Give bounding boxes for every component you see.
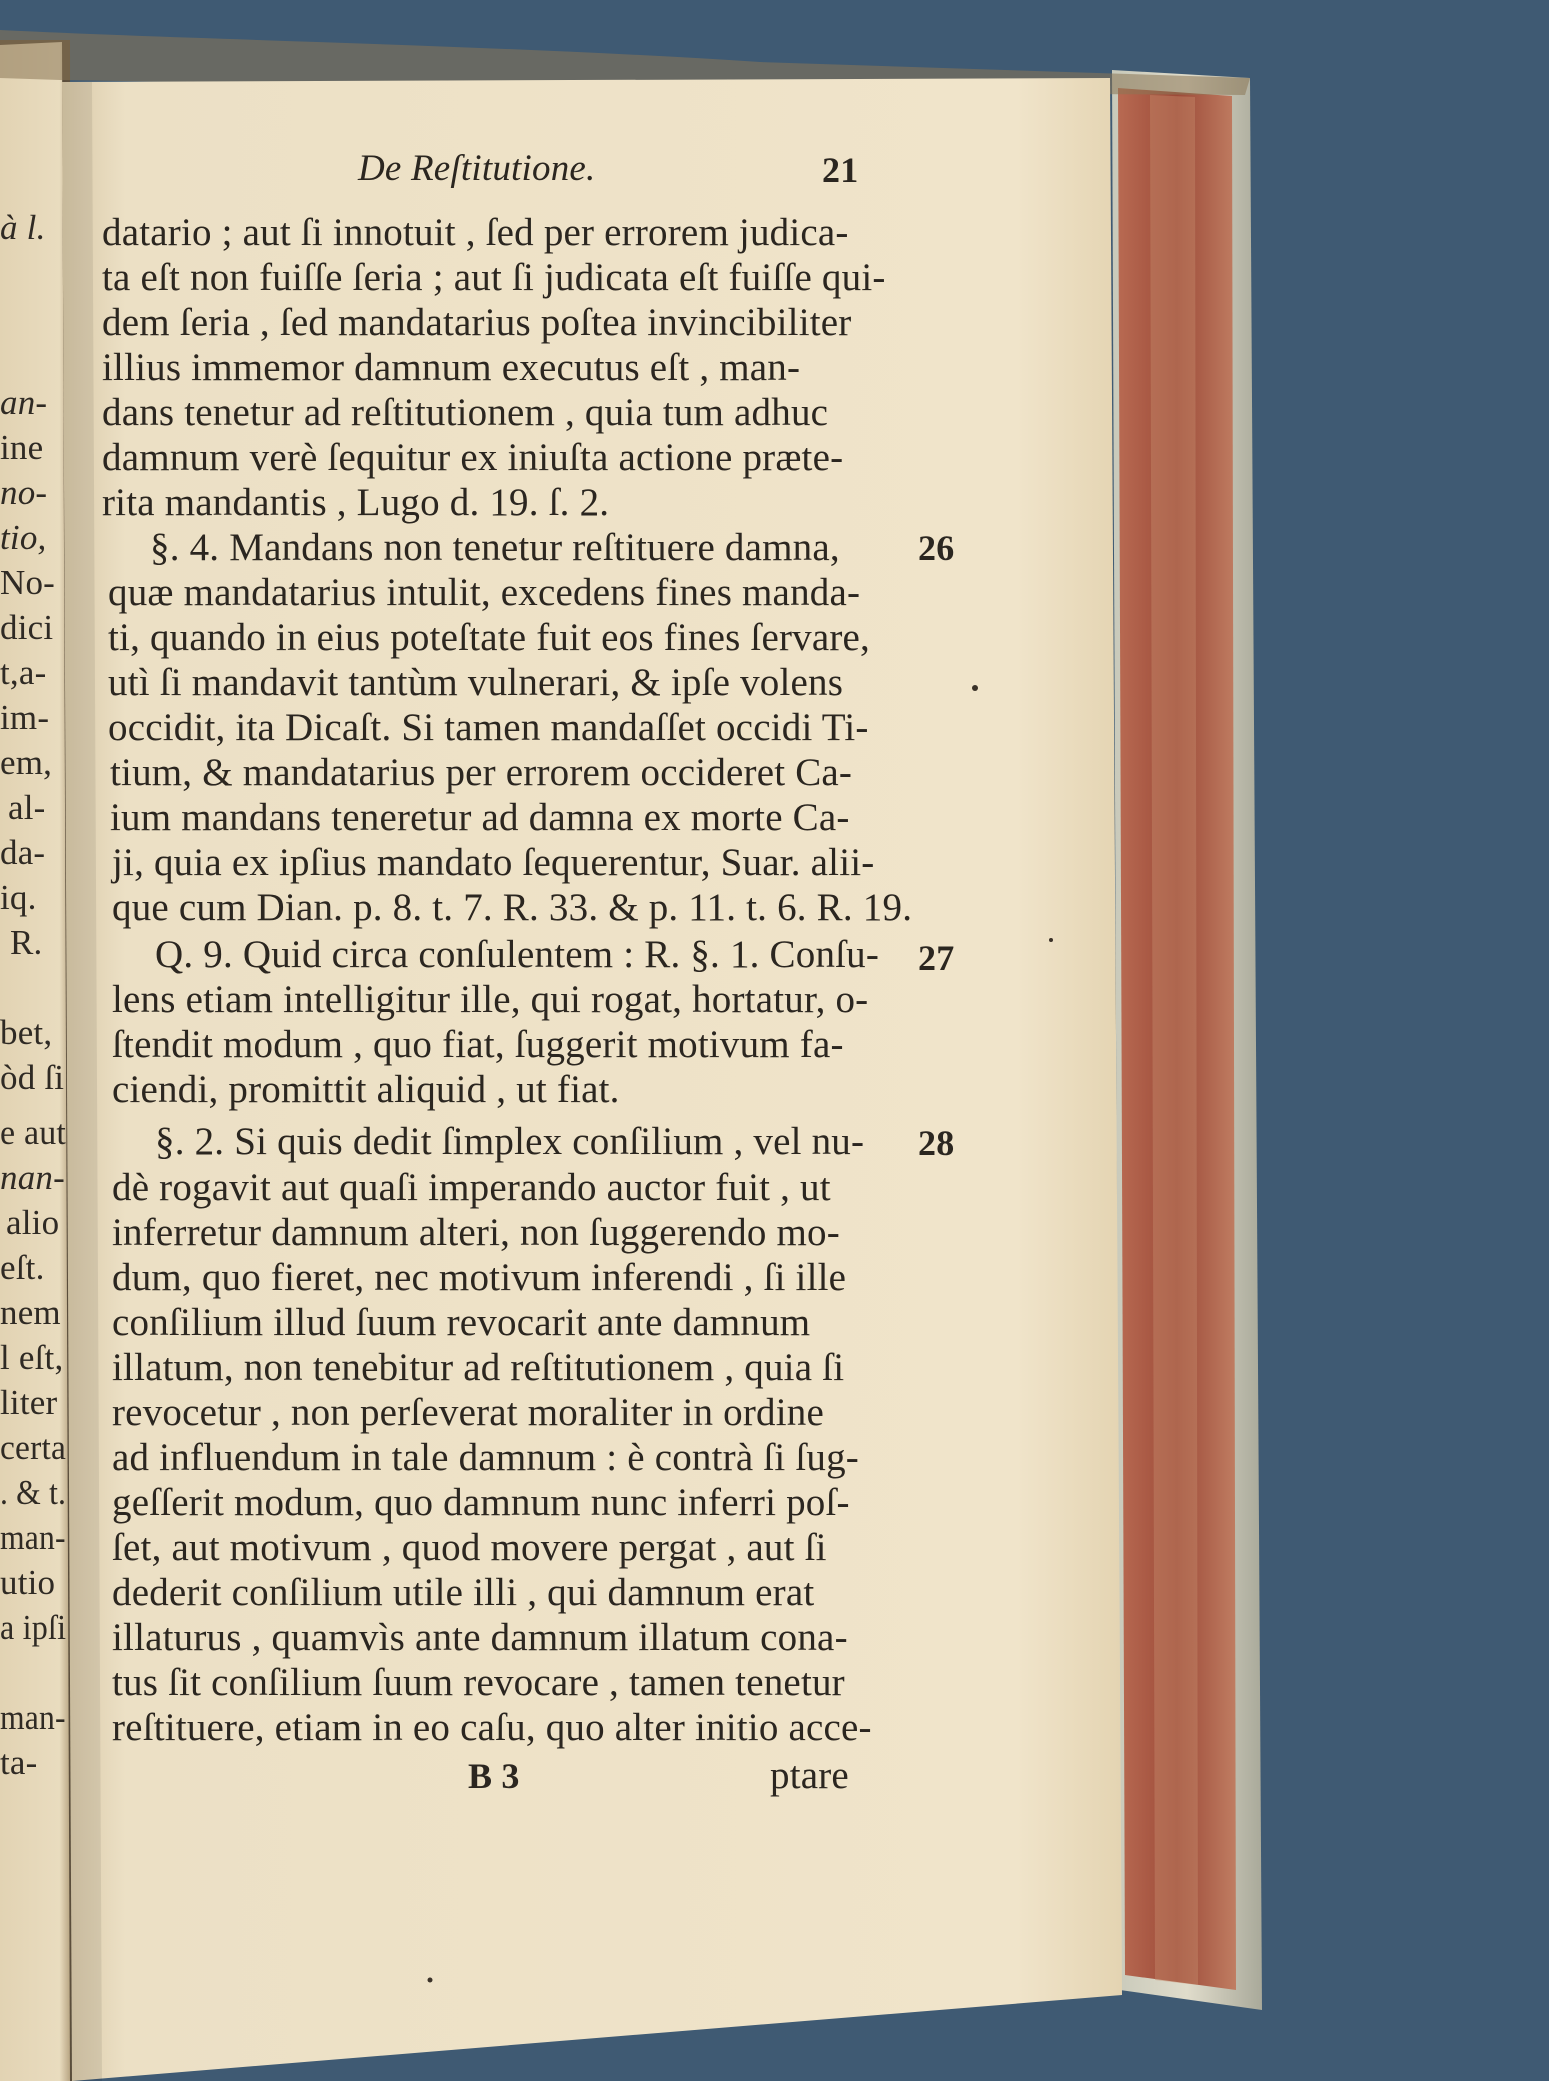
text-line: ad influendum in tale damnum : è contrà ſi ſug- bbox=[112, 1436, 859, 1479]
facing-page-fragment: bet, bbox=[0, 1013, 53, 1052]
facing-page-fragment: utio bbox=[0, 1563, 56, 1602]
text-line: dè rogavit aut quaſi imperando auctor fuit , ut bbox=[112, 1166, 831, 1209]
text-line: §. 2. Si quis dedit ſimplex conſilium , vel nu- bbox=[155, 1120, 865, 1163]
facing-page-fragment: im- bbox=[0, 698, 50, 737]
text-line: ta eſt non fuiſſe ſeria ; aut ſi judicata eſt fuiſſe qui- bbox=[102, 256, 886, 299]
facing-page-fragment: ta- bbox=[0, 1743, 38, 1782]
facing-page-fragment: tio, bbox=[0, 518, 47, 557]
text-line: ium mandans teneretur ad damna ex morte Ca- bbox=[110, 796, 850, 839]
running-head: De Reſtitutione. bbox=[358, 148, 596, 189]
text-line: Q. 9. Quid circa conſulentem : R. §. 1. Conſu- bbox=[155, 933, 880, 976]
facing-page-fragment: no- bbox=[0, 473, 48, 512]
facing-page-fragment: . & t. bbox=[0, 1473, 67, 1512]
facing-page-fragment: nan- bbox=[0, 1158, 65, 1197]
text-line: datario ; aut ſi innotuit , ſed per errorem judica- bbox=[102, 211, 849, 254]
text-line: illaturus , quamvìs ante damnum illatum cona- bbox=[112, 1616, 848, 1659]
facing-page-fragment: certa bbox=[0, 1428, 67, 1467]
facing-page-fragment: man- bbox=[0, 1518, 66, 1557]
text-line: quæ mandatarius intulit, excedens fines manda- bbox=[108, 571, 861, 614]
facing-page-fragment: alio bbox=[6, 1203, 60, 1242]
facing-page-fragment: iq. bbox=[0, 878, 37, 917]
text-line: dans tenetur ad reſtitutionem , quia tum adhuc bbox=[102, 391, 829, 434]
text-line: rita mandantis , Lugo d. 19. ſ. 2. bbox=[102, 481, 610, 524]
facing-page-fragment: R. bbox=[10, 923, 43, 962]
text-line: ſtendit modum , quo fiat, ſuggerit motivum fa- bbox=[112, 1023, 844, 1066]
facing-page-fragment: e aut bbox=[0, 1113, 67, 1152]
facing-page-fragment: eſt. bbox=[0, 1248, 45, 1287]
facing-page-fragment: liter bbox=[0, 1383, 58, 1422]
text-line: dum, quo fieret, nec motivum inferendi , ſi ille bbox=[112, 1256, 847, 1299]
text-line: lens etiam intelligitur ille, qui rogat, hortatur, o- bbox=[112, 978, 869, 1021]
facing-page-fragment: òd ſi bbox=[0, 1058, 65, 1097]
facing-page-fragment: da- bbox=[0, 833, 46, 872]
text-line: que cum Dian. p. 8. t. 7. R. 33. & p. 11. t. 6. R. 19. bbox=[112, 886, 913, 929]
text-line: ji, quia ex ipſius mandato ſequerentur, Suar. alii- bbox=[112, 841, 875, 884]
text-line: illius immemor damnum executus eſt , man- bbox=[102, 346, 801, 389]
text-line: tus ſit conſilium ſuum revocare , tamen tenetur bbox=[112, 1661, 845, 1704]
facing-page-fragment: em, bbox=[0, 743, 53, 782]
facing-page-fragment: man- bbox=[0, 1698, 66, 1737]
text-line: ſet, aut motivum , quod movere pergat , aut ſi bbox=[112, 1526, 827, 1569]
facing-page-fragment: l eſt, bbox=[0, 1338, 64, 1377]
facing-page-fragment: à l. bbox=[0, 208, 46, 247]
text-line: §. 4. Mandans non tenetur reſtituere damna, bbox=[150, 526, 840, 569]
margin-number: 28 bbox=[918, 1123, 955, 1163]
facing-page-fragment: al- bbox=[8, 788, 46, 827]
text-line: conſilium illud ſuum revocarit ante damnum bbox=[112, 1301, 811, 1344]
text-line: tium, & mandatarius per errorem occideret Ca- bbox=[110, 751, 853, 794]
text-line: utì ſi mandavit tantùm vulnerari, & ipſe volens bbox=[108, 661, 844, 704]
margin-number: 27 bbox=[918, 938, 955, 978]
text-line: occidit, ita Dicaſt. Si tamen mandaſſet occidi Ti- bbox=[108, 706, 869, 749]
text-line: geſſerit modum, quo damnum nunc inferri poſ- bbox=[112, 1481, 850, 1524]
text-line: damnum verè ſequitur ex iniuſta actione præte- bbox=[102, 436, 844, 479]
text-line: revocetur , non perſeverat moraliter in ordine bbox=[112, 1391, 824, 1434]
facing-page-fragment: No- bbox=[0, 563, 56, 602]
text-line: ciendi, promittit aliquid , ut fiat. bbox=[112, 1068, 620, 1111]
text-line: reſtituere, etiam in eo caſu, quo alter initio acce- bbox=[112, 1706, 872, 1749]
text-line: illatum, non tenebitur ad reſtitutionem , quia ſi bbox=[112, 1346, 845, 1389]
facing-page-fragment: ine bbox=[0, 428, 44, 467]
text-line: ti, quando in eius poteſtate fuit eos fines ſervare, bbox=[108, 616, 871, 659]
page-number: 21 bbox=[822, 150, 859, 190]
text-line: inferretur damnum alteri, non ſuggerendo mo- bbox=[112, 1211, 840, 1254]
facing-page-fragment: nem bbox=[0, 1293, 61, 1332]
text-line: dem ſeria , ſed mandatarius poſtea invincibiliter bbox=[102, 301, 852, 344]
margin-number: 26 bbox=[918, 528, 955, 568]
facing-page-fragment: dici bbox=[0, 608, 54, 647]
facing-page-fragment: an- bbox=[0, 383, 48, 422]
signature-mark: B 3 bbox=[468, 1756, 520, 1796]
text-line: dederit conſilium utile illi , qui damnum erat bbox=[112, 1571, 815, 1614]
catchword: ptare bbox=[770, 1754, 849, 1797]
facing-page-fragment: t,a- bbox=[0, 653, 47, 692]
facing-page-fragment: a ipſi bbox=[0, 1608, 67, 1647]
